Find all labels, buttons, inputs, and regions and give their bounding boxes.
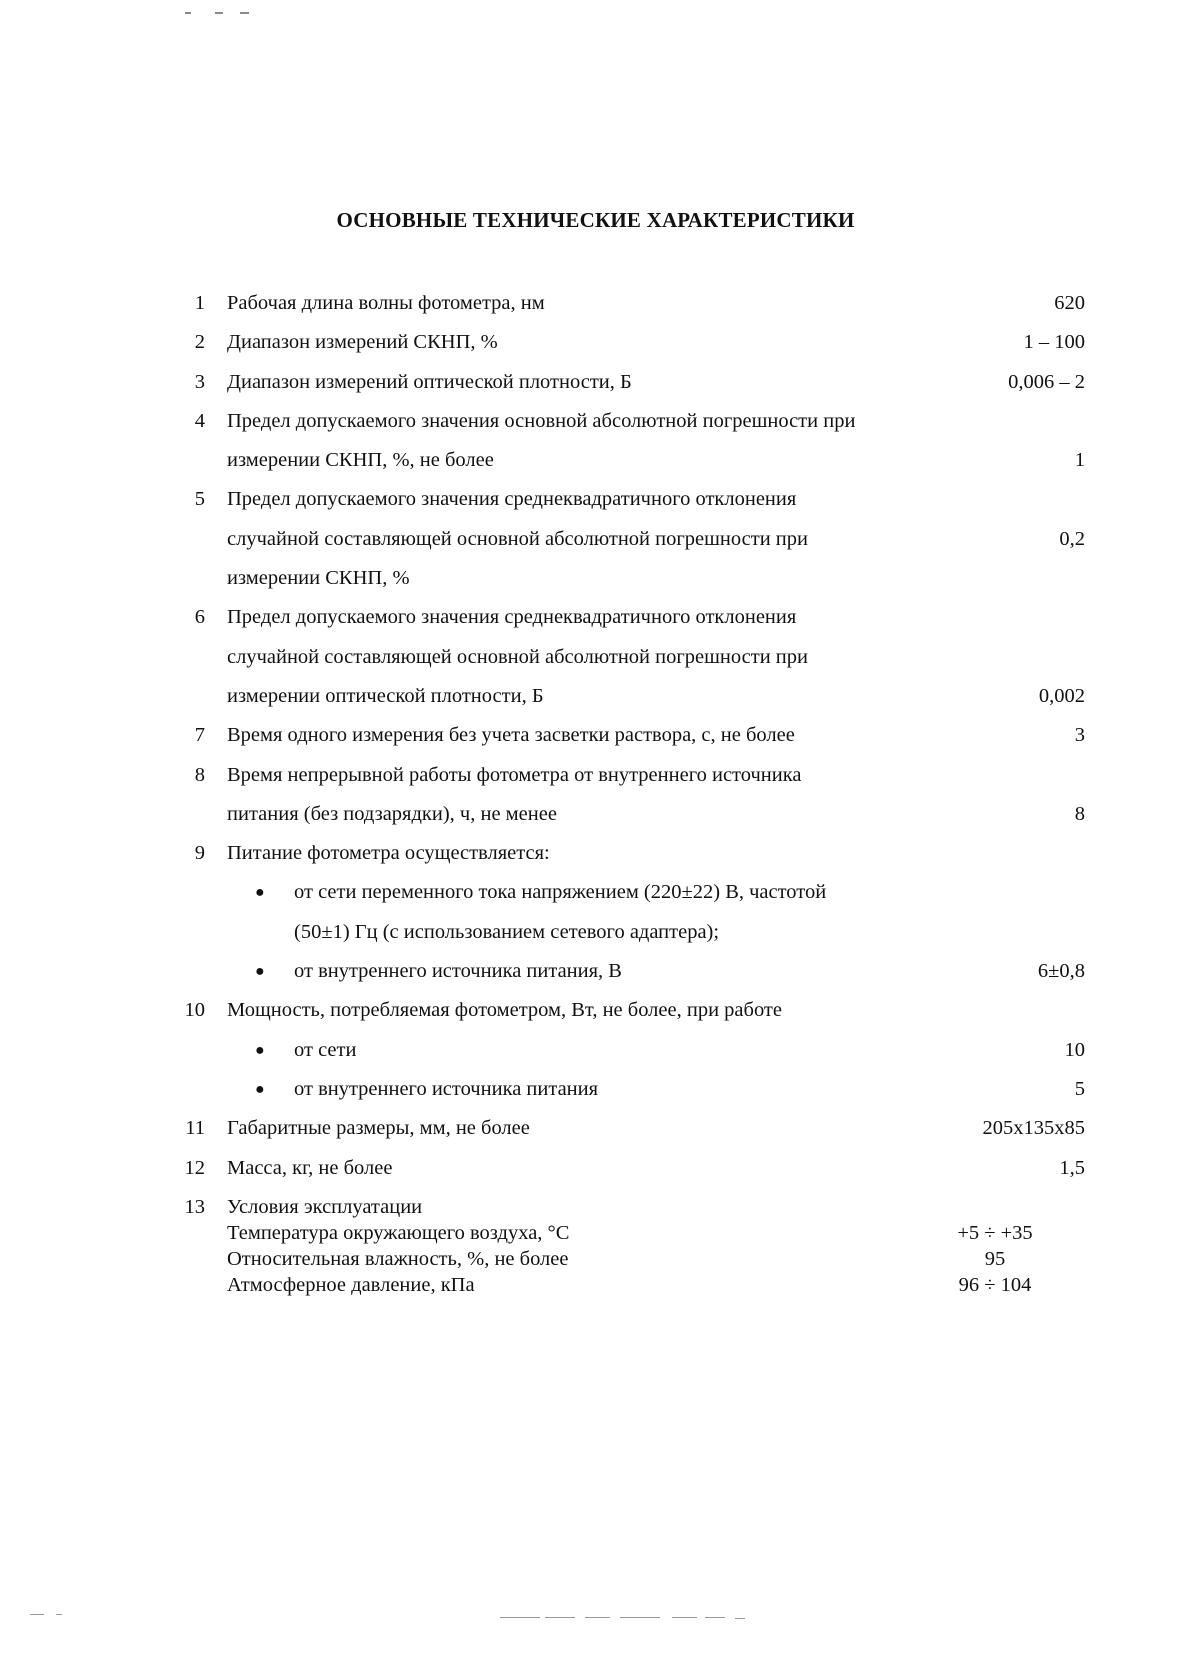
bullet-icon: ● bbox=[255, 963, 265, 981]
condition-row bbox=[170, 1246, 1085, 1272]
spec-bullet-row bbox=[170, 1070, 1085, 1109]
spec-value: 0,2 bbox=[1059, 527, 1085, 550]
scan-artifact-top bbox=[185, 12, 265, 16]
spec-number: 2 bbox=[194, 331, 205, 354]
condition-row bbox=[170, 1272, 1085, 1298]
spec-row-continuation bbox=[170, 520, 1085, 559]
spec-number: 6 bbox=[194, 606, 205, 629]
spec-value: 10 bbox=[1064, 1038, 1085, 1061]
spec-row bbox=[170, 756, 1085, 795]
spec-bullet-row bbox=[170, 873, 1085, 912]
spec-row bbox=[170, 1109, 1085, 1148]
spec-label: измерении СКНП, %, не более bbox=[227, 449, 494, 472]
spec-value: 1 bbox=[1074, 449, 1085, 472]
spec-number: 7 bbox=[194, 724, 205, 747]
bullet-icon: ● bbox=[255, 1080, 265, 1098]
spec-bullet-label: (50±1) Гц (с использованием сетевого адаптера); bbox=[294, 920, 720, 943]
spec-value: 1,5 bbox=[1059, 1156, 1085, 1179]
spec-list bbox=[170, 284, 1085, 1298]
spec-value: 1 – 100 bbox=[1023, 331, 1085, 354]
spec-value: 0,006 – 2 bbox=[1008, 370, 1085, 393]
spec-label: Условия эксплуатации bbox=[227, 1195, 423, 1218]
spec-value: 0,002 bbox=[1038, 684, 1085, 707]
spec-row bbox=[170, 363, 1085, 402]
spec-row bbox=[170, 402, 1085, 441]
spec-number: 13 bbox=[184, 1195, 205, 1218]
spec-label: случайной составляющей основной абсолютной погрешности при bbox=[227, 645, 808, 668]
condition-value: 95 bbox=[984, 1247, 1006, 1270]
spec-label: Рабочая длина волны фотометра, нм bbox=[227, 292, 545, 314]
spec-number: 5 bbox=[194, 488, 205, 511]
spec-bullet-row bbox=[170, 1031, 1085, 1070]
spec-number: 9 bbox=[194, 842, 205, 865]
condition-value: +5 ÷ +35 bbox=[957, 1221, 1033, 1244]
spec-label: Время одного измерения без учета засветки раствора, с, не более bbox=[227, 724, 795, 747]
spec-bullet-label: от сети bbox=[294, 1038, 357, 1061]
spec-row-continuation bbox=[170, 559, 1085, 598]
condition-label: Температура окружающего воздуха, °С bbox=[227, 1221, 570, 1244]
spec-label: Предел допускаемого значения среднеквадратичного отклонения bbox=[227, 488, 797, 511]
spec-row bbox=[170, 284, 1085, 323]
bullet-icon: ● bbox=[255, 1041, 265, 1059]
spec-value: 205x135x85 bbox=[982, 1117, 1085, 1140]
spec-row-continuation bbox=[170, 677, 1085, 716]
spec-label: Габаритные размеры, мм, не более bbox=[227, 1117, 530, 1140]
spec-label: измерении СКНП, % bbox=[227, 567, 410, 590]
spec-number: 1 bbox=[194, 292, 205, 314]
condition-value: 96 ÷ 104 bbox=[958, 1273, 1032, 1296]
spec-label: Питание фотометра осуществляется: bbox=[227, 842, 550, 865]
condition-label: Атмосферное давление, кПа bbox=[227, 1273, 475, 1296]
spec-row-continuation bbox=[170, 441, 1085, 480]
spec-row bbox=[170, 323, 1085, 362]
spec-value: 620 bbox=[1054, 292, 1085, 314]
spec-row bbox=[170, 598, 1085, 637]
spec-value: 5 bbox=[1074, 1077, 1085, 1100]
spec-label: Мощность, потребляемая фотометром, Вт, не более, при работе bbox=[227, 999, 782, 1022]
spec-number: 4 bbox=[194, 409, 205, 432]
spec-label: Диапазон измерений СКНП, % bbox=[227, 331, 498, 354]
spec-row bbox=[170, 1194, 1085, 1220]
spec-value: 8 bbox=[1074, 802, 1085, 825]
spec-bullet-continuation bbox=[170, 913, 1085, 952]
spec-value: 6±0,8 bbox=[1037, 960, 1085, 983]
spec-label: питания (без подзарядки), ч, не менее bbox=[227, 802, 557, 825]
spec-row bbox=[170, 716, 1085, 755]
scan-artifact-bottom bbox=[0, 1614, 1191, 1620]
spec-bullet-label: от внутреннего источника питания bbox=[294, 1077, 599, 1100]
spec-label: измерении оптической плотности, Б bbox=[227, 684, 544, 707]
spec-label: Предел допускаемого значения среднеквадратичного отклонения bbox=[227, 606, 797, 629]
spec-row-continuation bbox=[170, 795, 1085, 834]
spec-number: 12 bbox=[184, 1156, 205, 1179]
spec-row bbox=[170, 480, 1085, 519]
bullet-icon: ● bbox=[255, 884, 265, 902]
spec-bullet-label: от внутреннего источника питания, В bbox=[294, 960, 622, 983]
spec-row-continuation bbox=[170, 638, 1085, 677]
spec-row bbox=[170, 1149, 1085, 1188]
spec-value: 3 bbox=[1074, 724, 1085, 747]
spec-bullet-label: от сети переменного тока напряжением (220±22) В, частотой bbox=[294, 881, 827, 904]
spec-label: Диапазон измерений оптической плотности, Б bbox=[227, 370, 632, 393]
spec-label: случайной составляющей основной абсолютной погрешности при bbox=[227, 527, 808, 550]
spec-bullet-row bbox=[170, 952, 1085, 991]
spec-number: 8 bbox=[194, 763, 205, 786]
condition-row bbox=[170, 1220, 1085, 1246]
spec-label: Масса, кг, не более bbox=[227, 1156, 393, 1179]
spec-label: Время непрерывной работы фотометра от внутреннего источника bbox=[227, 763, 802, 786]
condition-label: Относительная влажность, %, не более bbox=[227, 1247, 569, 1270]
spec-row bbox=[170, 991, 1085, 1030]
page-title: ОСНОВНЫЕ ТЕХНИЧЕСКИЕ ХАРАКТЕРИСТИКИ bbox=[336, 208, 855, 232]
spec-number: 11 bbox=[185, 1117, 205, 1140]
spec-label: Предел допускаемого значения основной абсолютной погрешности при bbox=[227, 409, 856, 432]
spec-row bbox=[170, 834, 1085, 873]
spec-number: 10 bbox=[184, 999, 205, 1022]
spec-number: 3 bbox=[194, 370, 205, 393]
